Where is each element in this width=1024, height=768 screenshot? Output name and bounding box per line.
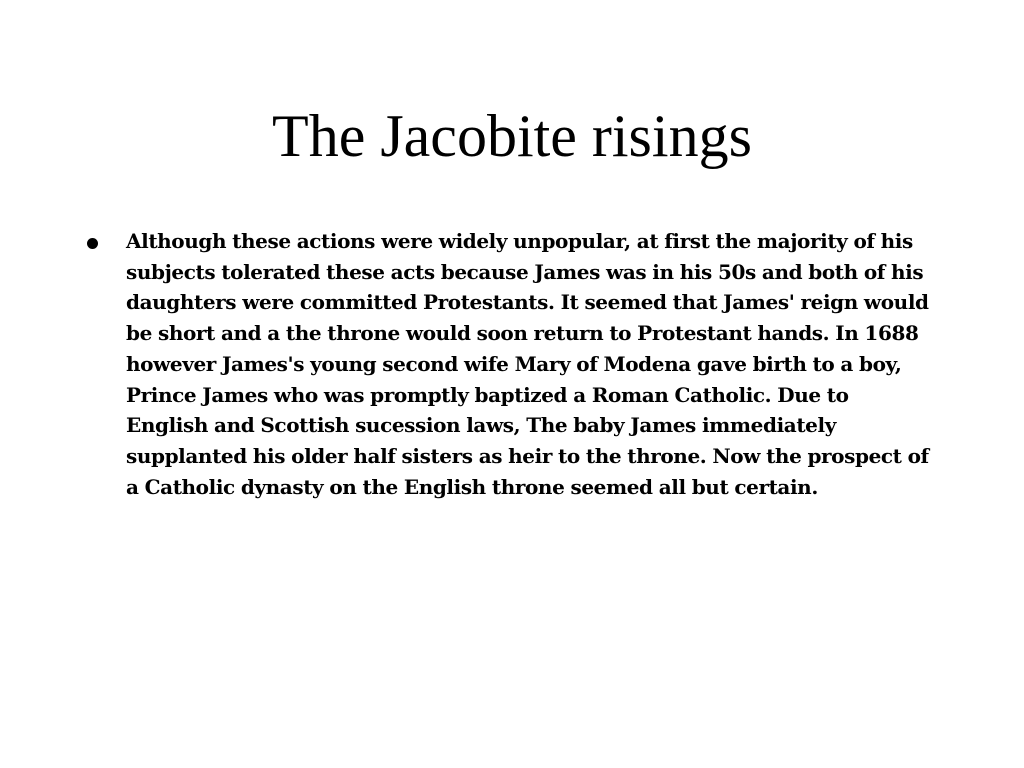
bullet-text: Although these actions were widely unpopular, at first the majority of his subjects tolerated these acts because James was in his 50s and both of his daughters were committed Protestants. It seemed that James' reign would be short and a the throne would soon return to Protestant hands. In 1688 however James's young second wife Mary of Modena gave birth to a boy, Prince James who was promptly baptized a Roman Catholic. Due to English and Scottish sucession laws, The baby James immediately supplanted his older half sisters as heir to the throne. Now the prospect of a Catholic dynasty on the English throne seemed all but certain.: [126, 229, 929, 499]
bullet-icon: [87, 238, 98, 249]
bullet-list: [86, 226, 932, 502]
bullet-item: [86, 226, 932, 502]
slide-title: The Jacobite risings: [272, 103, 752, 169]
